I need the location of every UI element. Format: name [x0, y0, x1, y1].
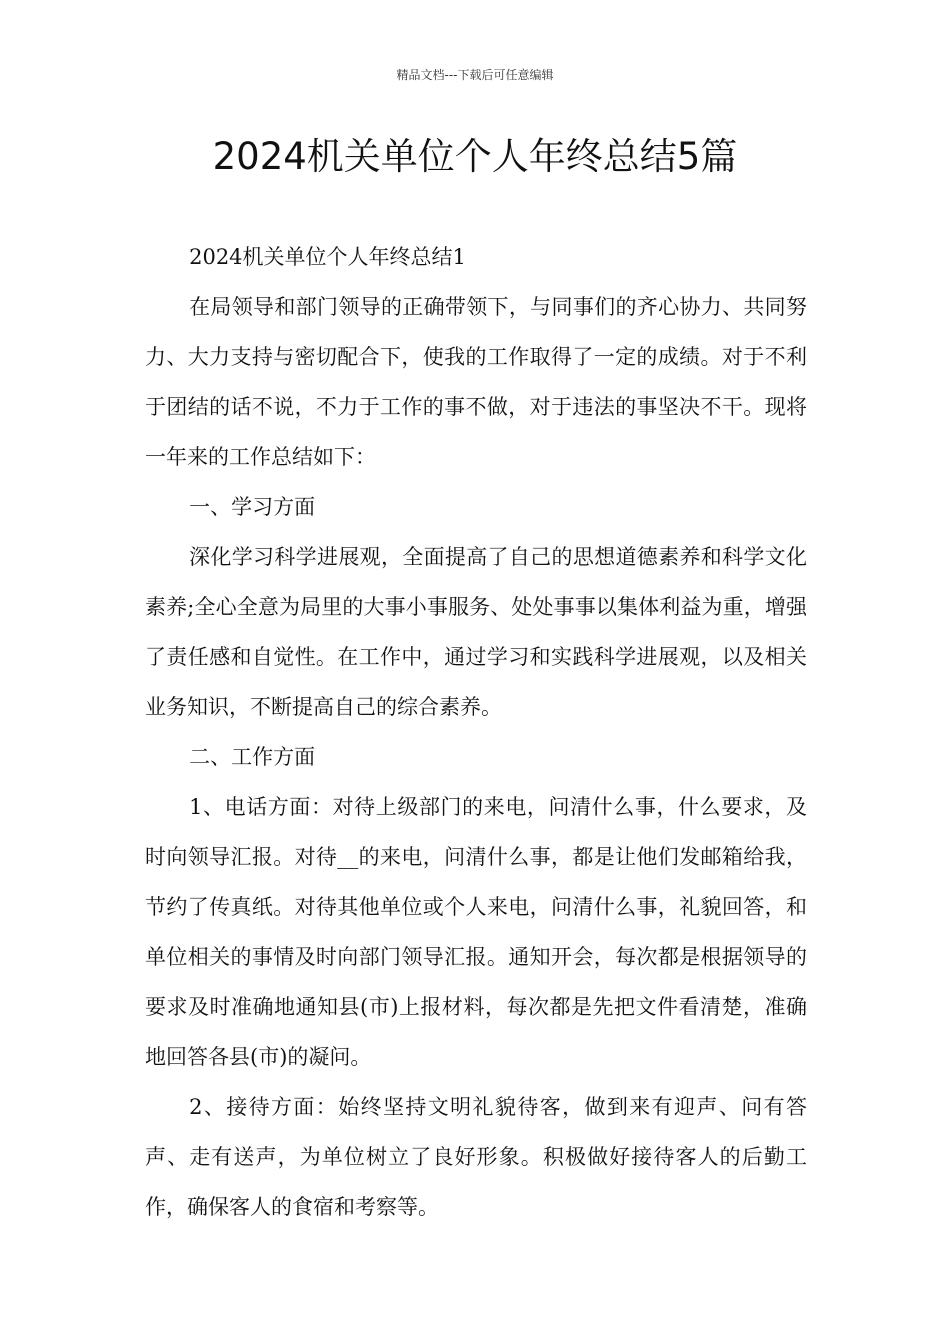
paragraph-intro: 在局领导和部门领导的正确带领下，与同事们的齐心协力、共同努力、大力支持与密切配合下，使我的工作取得了一定的成绩。对于不利于团结的话不说，不力于工作的事不做，对于违法的事坚决不干。现将一年来的工作总结如下： [145, 295, 807, 469]
document-title: 2024机关单位个人年终总结5篇 [212, 135, 738, 178]
heading-study: 一、学习方面 [189, 495, 316, 519]
document-body [145, 232, 807, 1232]
paragraph-study: 深化学习科学进展观，全面提高了自己的思想道德素养和科学文化素养;全心全意为局里的大事小事服务、处处事事以集体利益为重，增强了责任感和自觉性。在工作中，通过学习和实践科学进展观，以及相关业务知识，不断提高自己的综合素养。 [145, 545, 807, 719]
section-title-1: 2024机关单位个人年终总结1 [189, 245, 466, 269]
paragraph-phone: 1、电话方面：对待上级部门的来电，问清什么事，什么要求，及时向领导汇报。对待__的来电，问清什么事，都是让他们发邮箱给我，节约了传真纸。对待其他单位或个人来电，问清什么事，礼貌回答，和单位相关的事情及时向部门领导汇报。通知开会，每次都是根据领导的要求及时准确地通知县(市)上报材料，每次都是先把文件看清楚，准确地回答各县(市)的凝问。 [145, 795, 807, 1069]
paragraph-reception: 2、接待方面：始终坚持文明礼貌待客，做到来有迎声、问有答声、走有送声，为单位树立了良好形象。积极做好接待客人的后勤工作，确保客人的食宿和考察等。 [145, 1095, 807, 1219]
header-note: 精品文档---下载后可任意编辑 [396, 68, 554, 82]
heading-work: 二、工作方面 [189, 745, 316, 769]
